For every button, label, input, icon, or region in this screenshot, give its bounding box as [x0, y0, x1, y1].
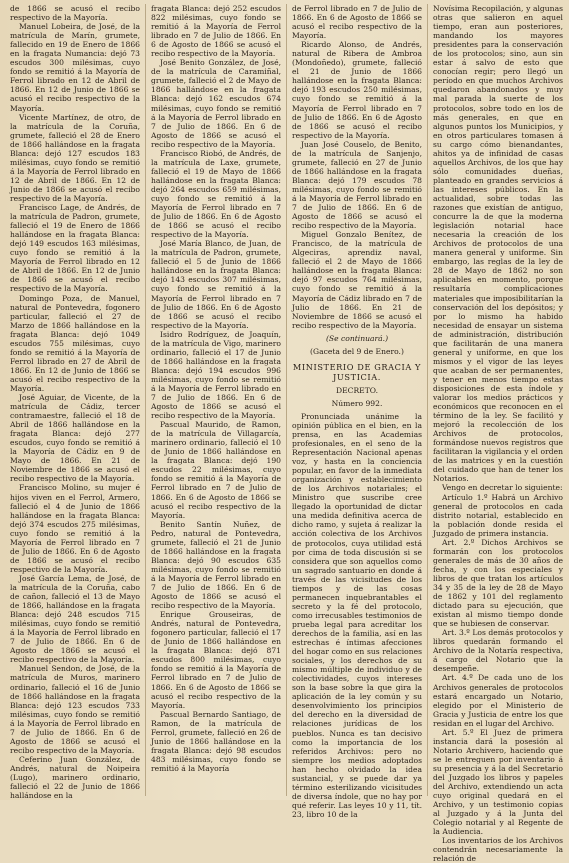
paragraph: Isidro Rodríguez, de Joaquín, de la matrícula de Vigo, marinero ordinario, falleció el 17 de Junio de 1866 hallándose en la fragata Blanca: dejó 194 escudos 996 milésimas, cuyo fondo se remitió á la Mayoría de Ferrol librado en 7 de Julio de 1866. En 6 de Agosto de 1866 se acusó el recibo respectivo de la Mayoría. [151, 329, 281, 421]
paragraph: fragata Blanca: dejó 252 escudos 822 milésimas, cuyo fondo se remitió á la Mayoría de Ferrol librado en 7 de Julio de 1866. En 6 de Agosto de 1866 se acusó el recibo respectivo de la Mayoría. [151, 4, 281, 59]
paragraph: Ceferino Juan González, de Andrés, natural de Noipeira (Lugo), marinero ordinario, falleció el 22 de Junio de 1866 hallándose en la [10, 754, 140, 801]
paragraph: Pascual Bernardo Santiago, de Ramon, de la matrícula de Ferrol, grumete, falleció en 26 de Junio de 1866 hallándose en la fragata Blanca: dejó 98 escudos 483 milésimas, cuyo fondo se remitió á la Mayoría [151, 709, 281, 773]
paragraph: Enrique Grouseiras, de Andrés, natural de Pontevedra, fogonero particular, falleció el 17 de Junio de 1866 hallándose en la fragata Blanca: dejó 871 escudos 800 milésimas, cuyo fondo se remitió á la Mayoría de Ferrol librado en 7 de Julio de 1866. En 6 de Agosto de 1866 se acusó el recibo respectivo de la Mayoría. [151, 610, 281, 710]
paragraph: Novísima Recopilación, y algunas otras que salieron en aquel tiempo, eran aun posteriores, mandando los mayores presidentes para la conservación de los protocolos; sino, aun sin estar á salvo de esto que conocían regir; pero llegó un período en que muchos Archivos quedaron abandonados y muy mal parada la suerte de los protocolos, sobre todo en los de más generales, en que en algunos puntos los Municipios, y en otros particulares tomasen á su cargo cómo bienandantes, ahitos ya de infinidad de casas aquellos Archivos, de los que hay sólo comunidades dueñas, planteado en grandes servicios á las intereses públicos. En la actualidad, sobre todas las razones que existían de antiguo, concurre la de que la moderna legislación notarial hace necesaria la creación de los Archivos de protocolos de una manera general y uniforme. Sin embargo, las reglas de la ley de 28 de Mayo de 1862 no son aplicables en momento, porque resultaría complicaciones materiales que imposibilitarían la conservación del los depósitos; y por lo mismo ha habido necesidad de ensayar un sistema de administración, distribución que facilitarán de una manera general y uniforme, en que los mismos y el vigor de las leyes que acaban de ser permanentes, y tener en menos tiempo estas disposiciones de esta índole y valorar los medios prácticos y económicos que reconocen en el término de la ley. Se facilitó y mejoró la recolección de los Archivos de protocolos, formándose nuevos registros que facilitaran la vigilancia y el orden de las matrices y en la cuestión del cuidado que han de tener los Notarios. [433, 4, 563, 484]
gazette-note: (Gaceta del 9 de Enero.) [310, 346, 404, 356]
paragraph: Pascual Maurido, de Ramon, de la matrícula de Villagarcía, marinero ordinario, falleció el 10 de Junio de 1866 hallándose en la fragata Blanca: dejó 190 escudos 22 milésimas, cuyo fondo se remitió á la Mayoría de Ferrol librado en 7 de Julio de 1866. En 6 de Agosto de 1866 se acusó el recibo respectivo de la Mayoría. [151, 420, 281, 520]
ministry-heading: MINISTERIO DE GRACIA Y JUSTICIA. [292, 361, 422, 382]
paragraph: Vengo en decretar lo siguiente: [442, 483, 563, 493]
column-3 [286, 4, 422, 819]
paragraph: José María Blanco, de Juan, de la matrícula de Padron, grumete, falleció el 5 de Junio de 1866 hallándose en la fragata Blanca: dejó 143 escudos 307 milésimas, cuyo fondo se remitió á la Mayoría de Ferrol librado en 7 de Julio de 1866. En 6 de Agosto de 1866 se acusó el recibo respectivo de la Mayoría. [151, 239, 281, 330]
paragraph: Juan José Couselo, de Benito, de la matrícula de Sanjenjo, grumete, falleció en 27 de Junio de 1866 hallándose en la fragata Blanca: dejó 179 escudos 78 milésimas, cuyo fondo se remitió á la Mayoría de Ferrol librado en 7 de Julio de 1866. En 6 de Agosto de 1866 se acusó el recibo respectivo de la Mayoría. [292, 139, 422, 231]
decree-number: Número 992. [331, 398, 383, 408]
columns [10, 4, 563, 863]
paragraph: Francisco Molino, su mujer é hijos viven en el Ferrol, Armero, falleció el 4 de Junio de 1866 hallándose en la fragata Blanca: dejó 374 escudos 275 milésimas, cuyo fondo se remitió á la Mayoría de Ferrol librado en 7 de Julio de 1866. En 6 de Agosto de 1866 se acusó el recibo respectivo de la Mayoría. [10, 483, 140, 574]
paragraph: Art. 2.º Dichos Archivos se formarán con los protocolos generales de más de 30 años de fecha, y con los especiales y libros de que tratan los artículos 34 y 35 de la ley de 28 de Mayo de 1862 y 101 del reglamento dictado para su ejecución, que existan al mismo tiempo donde que se hubiesen de conservar. [433, 537, 563, 629]
paragraph: Pronunciada unánime la opinión pública en el bien, en la prensa, en las Academias profesionales, en el seno de la Representación Nacional apenas voz, y hasta en la conciencia popular, en favor de la inmediata organización y establecimiento de los Archivos notariales; el Ministro que suscribe cree llegado la oportunidad de dictar una medida definitiva acerca de dicho ramo, y sujeta á realizar la acción colectiva de los Archivos de protocolos, cuya utilidad está por cima de toda discusión si se considera que son aquellos como un sagrado santuario en donde á través de las vicisitudes de los tiempos y de las cosas permanecen inquebrantables el secreto y la fé del protocolo, como irrecusables testimonios de prueba legal para acreditar los derechos de la familia, así en las estrechas é íntimas afecciones del hogar como en sus relaciones sociales, y los derechos de su mismo múltiple de individuo y de colectividades, cuyos intereses son la base sobre la que gira la aplicación de la ley común y su desenvolvimiento los principios del derecho en la diversidad de relaciones jurídicas de los pueblos. Nunca es tan decisivo como la importancia de los referidos Archivos: pero no siempre los medios adoptados han hecho olvidado la idea sustancial, y se puede dar ya término esterilizando vicisitudes de diversa índole, que no hay por qué referir. Las leyes 10 y 11, tít. 23, libro 10 de la [292, 411, 422, 819]
paragraph: Francisco Riobó, de Andrés, de la matrícula de Laxe, grumete, falleció el 19 de Mayo de 1866 hallándose en la fragata Blanca: dejó 264 escudos 659 milésimas, cuyo fondo se remitió á la Mayoría de Ferrol librado en 7 de Julio de 1866. En 6 de Agosto de 1866 se acusó el recibo respectivo de la Mayoría. [151, 148, 281, 240]
paragraph: Art. 3.º Los demás protocolos y libros quedarán formando el Archivo de la Notaría respectiva, á cargo del Notario que la desempeñe. [433, 628, 563, 674]
paragraph: Ricardo Alonso, de Andrés, natural de Ribera de Ambroa (Mondoñedo), grumete, falleció el 21 de Junio de 1866 hallándose en la fragata Blanca: dejó 193 escudos 250 milésimas, cuyo fondo se remitió á la Mayoría de Ferrol librado en 7 de Julio de 1866. En 6 de Agosto de 1866 se acusó el recibo respectivo de la Mayoría. [292, 40, 422, 140]
paragraph: Manuel Sendon, de José, de la matrícula de Muros, marinero ordinario, falleció el 16 de Junio de 1866 hallándose en la fragata Blanca: dejó 123 escudos 733 milésimas, cuyo fondo se remitió á la Mayoría de Ferrol librado en 7 de Julio de 1866. En 6 de Agosto de 1866 se acusó el recibo respectivo de la Mayoría. [10, 664, 140, 755]
paragraph: Francisco Lage, de Andrés, de la matrícula de Padron, grumete, falleció el 19 de Enero de 1866 hallándose en la fragata Blanca: dejó 149 escudos 163 milésimas, cuyo fondo se remitió á la Mayoría de Ferrol librado en 12 de Abril de 1866. En 12 de Junio de 1866 se acusó el recibo respectivo de la Mayoría. [10, 203, 140, 294]
column-2 [145, 4, 281, 796]
paragraph: Vicente Martínez, de otro, de la matrícula de la Coruña, grumete, falleció el 28 de Enero de 1866 hallándose en la fragata Blanca: dejó 127 escudos 183 milésimas, cuyo fondo se remitió á la Mayoría de Ferrol librado en 12 de Abril de 1866. En 12 de Junio de 1866 se acusó el recibo respectivo de la Mayoría. [10, 112, 140, 203]
paragraph: de Ferrol librado en 7 de Julio de 1866. En 6 de Agosto de 1866 se acusó el recibo respectivo de la Mayoría. [292, 4, 422, 41]
paragraph: de 1866 se acusó el recibo respectivo de la Mayoría. [10, 4, 140, 23]
paragraph: Manuel Lobeira, de José, de la matrícula de Marín, grumete, fallecido en 19 de Enero de 1866 en la fragata Numancia: dejó 73 escudos 300 milésimas, cuyo fondo se remitió á la Mayoría de Ferrol librado en 12 de Abril de 1866. En 12 de Junio de 1866 se acusó el recibo respectivo de la Mayoría. [10, 22, 140, 113]
paragraph: Art. 4.º De cada uno de los Archivos generales de protocolos estará encargado un Notario, elegido por el Ministerio de Gracia y Justicia de entre los que residan en el lugar del Archivo. [433, 673, 563, 728]
column-1 [10, 4, 140, 801]
paragraph: José Benito González, de José, de la matrícula de Caramiñal, grumete, falleció el 2 de Mayo de 1866 hallándose en la fragata Blanca: dejó 162 escudos 674 milésimas, cuyo fondo se remitió á la Mayoría de Ferrol librado en 7 de Julio de 1866. En 6 de Agosto de 1866 se acusó el recibo respectivo de la Mayoría. [151, 58, 281, 149]
paragraph: Miguel Gonzalo Benítez, de Francisco, de la matrícula de Algeciras, aprendiz naval, falleció el 2 de Mayo de 1866 hallándose en la fragata Blanca: dejó 97 escudos 764 milésimas, cuyo fondo se remitió á la Mayoría de Cádiz librado en 7 de Julio de 1866. En 21 de Noviembre de 1866 se acusó el recibo respectivo de la Mayoría. [292, 230, 422, 330]
paragraph: Los inventarios de los Archivos contendrán necesariamente la relación de [433, 836, 563, 863]
paragraph: Domingo Poza, de Manuel, natural de Pontevedra, fogonero particular, falleció el 27 de Marzo de 1866 hallándose en la fragata Blanca: dejó 1049 escudos 755 milésimas, cuyo fondo se remitió á la Mayoría de Ferrol librado en 27 de Abril de 1866. En 12 de Junio de 1866 se acusó el recibo respectivo de la Mayoría. [10, 293, 140, 393]
paragraph: Art. 5.º El Juez de primera instancia dará la posesión al Notario Archivero, haciendo que se le entreguen por inventario á su presencia y á la del Secretario del Juzgado los libros y papeles del Archivo, extendiendo un acta cuyo original quedará en el Archivo, y un testimonio copias al Juzgado y á la Junta del Colegio notarial y al Regente de la Audiencia. [433, 727, 563, 837]
paragraph: José García Lema, de José, de la matrícula de la Coruña, cabo de cañon, falleció el 13 de Mayo de 1866, hallándose en la fragata Blanca: dejó 248 escudos 715 milésimas, cuyo fondo se remitió á la Mayoría de Ferrol librado en 7 de Julio de 1866. En 6 de Agosto de 1866 se acusó el recibo respectivo de la Mayoría. [10, 573, 140, 665]
paragraph: Artículo 1.º Habrá un Archivo general de protocolos en cada distrito notarial, establecido en la población donde resida el Juzgado de primera instancia. [433, 492, 563, 538]
column-4 [427, 4, 563, 863]
paragraph: José Aguiar, de Vicente, de la matrícula de Cádiz, tercer contramaestre, falleció el 18 de Abril de 1866 hallándose en la fragata Blanca: dejó 277 escudos, cuyo fondo se remitió á la Mayoría de Cádiz en 9 de Mayo de 1866. En 21 de Noviembre de 1866 se acusó el recibo respectivo de la Mayoría. [10, 393, 140, 484]
decree-heading: DECRETO. [336, 385, 378, 395]
continued-note: (Se continuará.) [325, 333, 389, 343]
paragraph: Benito Santín Nuñez, de Pedro, natural de Pontevedra, grumete, falleció el 21 de Junio de 1866 hallándose en la fragata Blanca: dejó 90 escudos 635 milésimas, cuyo fondo se remitió á la Mayoría de Ferrol librado en 7 de Julio de 1866. En 6 de Agosto de 1866 se acusó el recibo respectivo de la Mayoría. [151, 519, 281, 611]
